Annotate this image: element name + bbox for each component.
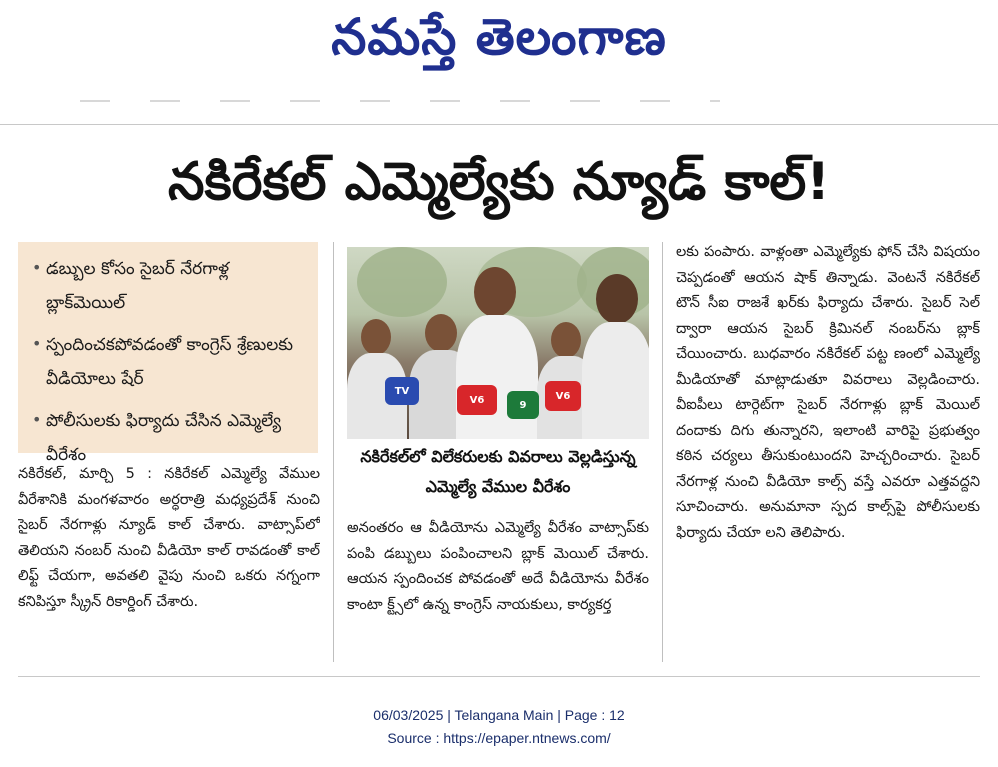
mic-icon: TV [385,377,419,405]
footer-source: Source : https://epaper.ntnews.com/ [387,730,611,746]
mic-icon: V6 [545,381,581,411]
bullet-icon: • [32,410,42,429]
mic-icon: V6 [457,385,497,415]
masthead-logo: నమస్తే తెలంగాణ [331,7,667,66]
footer-date-edition: 06/03/2025 | Telangana Main | Page : 12 [373,707,625,723]
news-photo [347,247,649,439]
article-column-3: లకు పంపారు. వాళ్లంతా ఎమ్మెల్యేకు ఫోన్ చేసి విషయం చెప్పడంతో ఆయన షాక్ తిన్నాడు. వెంటనే నకిరేకల్ టౌన్ సీఐ రాజశే ఖర్‌కు ఫిర్యాదు చేశారు. సైబర్ సెల్ ద్వారా ఆయన సైబర్ క్రిమినల్ నంబర్‌ను బ్లాక్ చేయించారు. బుధవారం నకిరేకల్ పట్ట ణంలో ఎమ్మెల్యే మీడియాతో మాట్లాడుతూ వివరాలు వెల్లడించారు. వీఐపీలు టార్గెట్‌గా సైబర్ నేరగాళ్లు బ్లాక్ మెయిల్ దందాకు దిగు తున్నారని, ఇలాంటి వారిపై ప్రభుత్వం కఠిన చర్యలు తీసుకుంటుందని హెచ్చరించారు. సైబర్ నేరగాళ్ల నుంచి వీడియో కాల్స్ వస్తే ఎవరూ ఎత్తవద్దని సూచించారు. అనుమానా స్పద కాల్స్‌పై పోలీసులకు ఫిర్యాదు చేయా లని తెలిపారు. [676,244,980,541]
faint-divider [80,100,720,102]
highlight-text: స్పందించకపోవడంతో కాంగ్రెస్ శ్రేణులకు వీడియోలు షేర్ [46,335,294,389]
highlight-text: పోలీసులకు ఫిర్యాదు చేసిన ఎమ్మెల్యే వీరేశం [46,411,281,465]
column-rule [662,242,663,662]
mic-icon: 9 [507,391,539,419]
footer-rule [18,676,980,677]
bullet-icon: • [32,334,42,353]
highlight-item [32,252,310,320]
highlights-box [18,242,318,465]
header-rule [0,124,998,125]
highlight-item [32,328,310,396]
column-rule [333,242,334,662]
photo-caption: నకిరేకల్‌లో విలేకరులకు వివరాలు వెల్లడిస్తున్న ఎమ్మెల్యే వేముల వీరేశం [360,447,636,496]
article-column-1: నకిరేకల్, మార్చి 5 : నకిరేకల్ ఎమ్మెల్యే వేముల వీరేశానికి మంగళవారం అర్ధరాత్రి మధ్యప్రదేశ్ నుంచి సైబర్ నేరగాళ్లు న్యూడ్ కాల్ చేశారు. వాట్సాప్‌లో తెలియని నంబర్ నుంచి వీడియో కాల్ రావడంతో కాల్ లిఫ్ట్ చేయగా, అవతలి వైపు నుంచి ఒకరు నగ్నంగా కనిపిస్తూ స్క్రీన్ రికార్డింగ్ చేశారు. [18,466,320,610]
page-footer [0,704,998,750]
highlight-text: డబ్బుల కోసం సైబర్ నేరగాళ్ల బ్లాక్‌మెయిల్ [46,259,230,313]
page-headline: నకిరేకల్ ఎమ్మెల్యేకు న్యూడ్ కాల్! [167,152,831,212]
article-column-2: అనంతరం ఆ వీడియోను ఎమ్మెల్యే వీరేశం వాట్సాప్‌కు పంపి డబ్బులు పంపించాలని బ్లాక్ మెయిల్ చేశారు. ఆయన స్పందించక పోవడంతో అదే వీడియోను వీరేశం కాంటా క్ట్స్‌లో ఉన్న కాంగ్రెస్ నాయకులు, కార్యకర్త [347,520,649,613]
bullet-icon: • [32,258,42,277]
